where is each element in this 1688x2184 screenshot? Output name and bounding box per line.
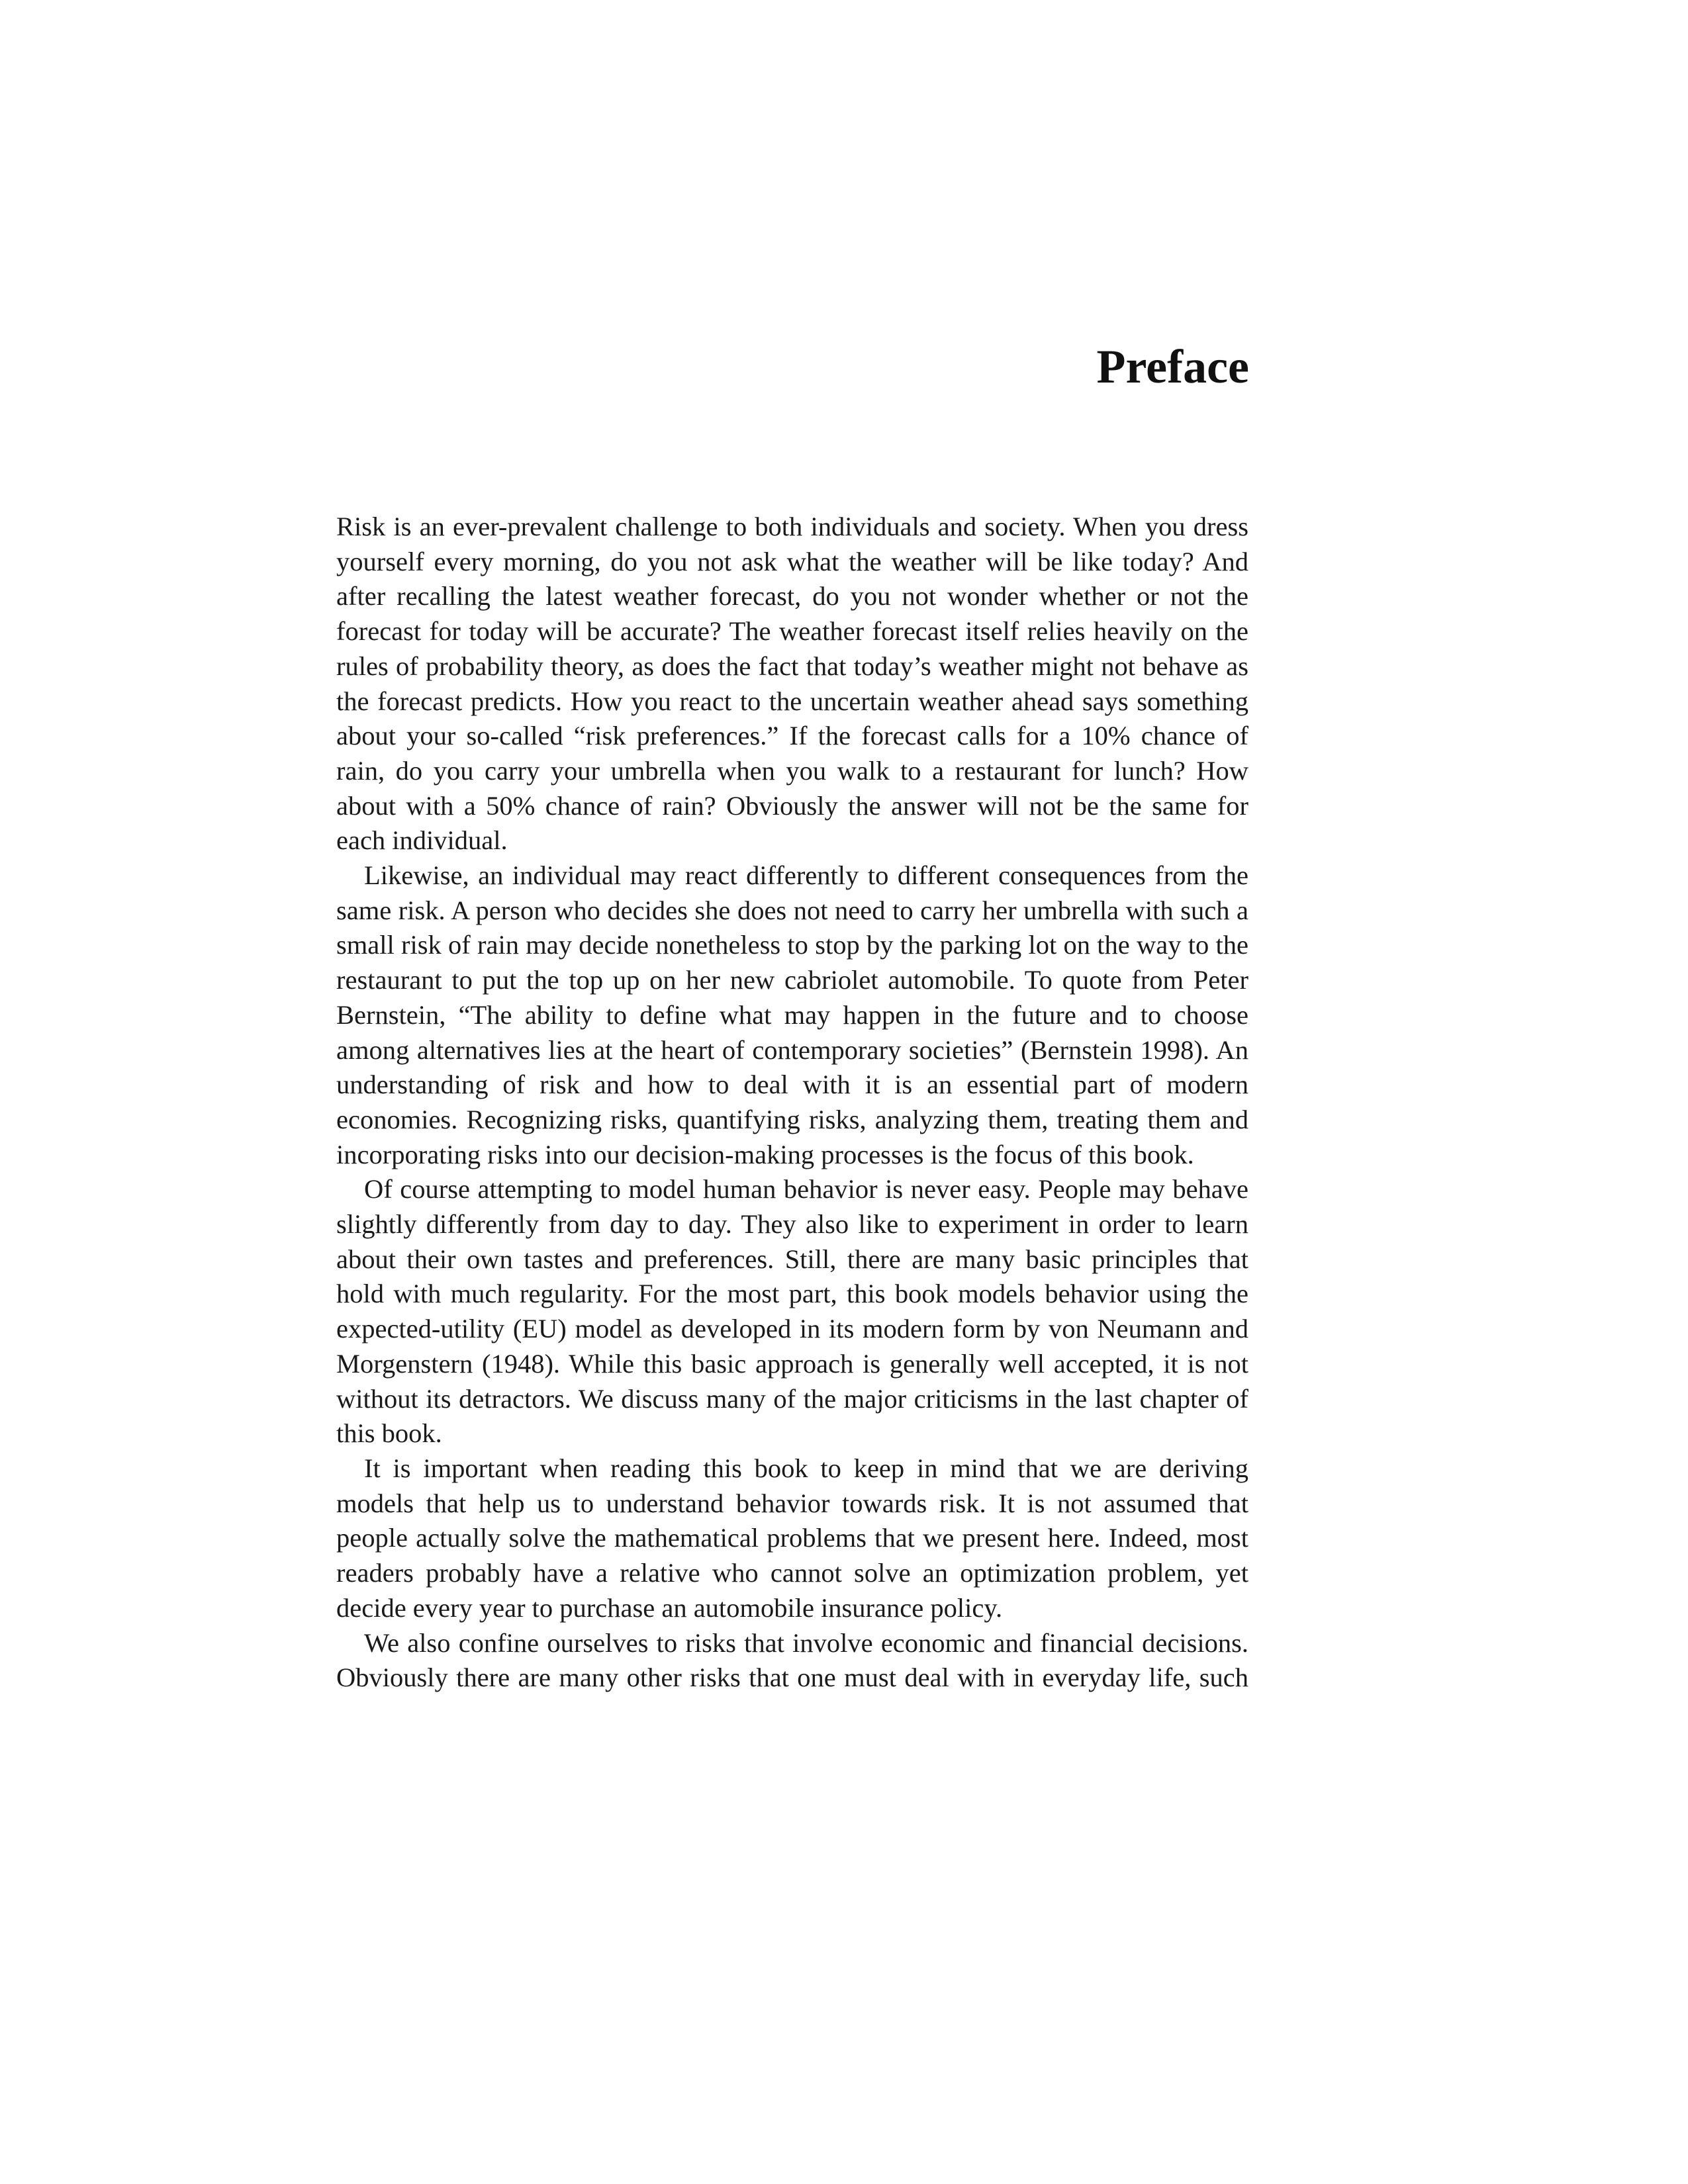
paragraph-3: Of course attempting to model human behavior is never easy. People may behave slightly differently from day to day. They also like to experiment in order to learn about their own tastes and preferences. Still, there are many basic principles that hold with much regularity. For the most part, this book models behavior using the expected-utility (EU) model as developed in its modern form by von Neumann and Morgenstern (1948). While this basic approach is generally well accepted, it is not without its detractors. We discuss many of the major criticisms in the last chapter of this book. [336, 1174, 1248, 1449]
paragraph-5: We also confine ourselves to risks that involve economic and financial decisions. Obviously there are many other risks that one must deal with in everyday life, such [336, 1627, 1248, 1693]
preface-body [336, 510, 1248, 1696]
paragraph-2: Likewise, an individual may react differently to different consequences from the same risk. A person who decides she does not need to carry her umbrella with such a small risk of rain may decide nonetheless to stop by the parking lot on the way to the restaurant to put the top up on her new cabriolet automobile. To quote from Peter Bernstein, “The ability to define what may happen in the future and to choose among alternatives lies at the heart of contemporary societies” (Bernstein 1998). An understanding of risk and how to deal with it is an essential part of modern economies. Recognizing risks, quantifying risks, analyzing them, treating them and incorporating risks into our decision-making processes is the focus of this book. [336, 860, 1248, 1169]
paragraph-1: Risk is an ever-prevalent challenge to both individuals and society. When you dress yourself every morning, do you not ask what the weather will be like today? And after recalling the latest weather forecast, do you not wonder whether or not the forecast for today will be accurate? The weather forecast itself relies heavily on the rules of probability theory, as does the fact that today’s weather might not behave as the forecast predicts. How you react to the uncertain weather ahead says something about your so-called “risk preferences.” If the forecast calls for a 10% chance of rain, do you carry your umbrella when you walk to a restaurant for lunch? How about with a 50% chance of rain? Obviously the answer will not be the same for each individual. [336, 512, 1248, 856]
page-title: Preface [1096, 340, 1249, 393]
paragraph-4: It is important when reading this book to keep in mind that we are deriving models that help us to understand behavior towards risk. It is not assumed that people actually solve the mathematical problems that we present here. Indeed, most readers probably have a relative who cannot solve an optimization problem, yet decide every year to purchase an automobile insurance policy. [336, 1453, 1248, 1623]
